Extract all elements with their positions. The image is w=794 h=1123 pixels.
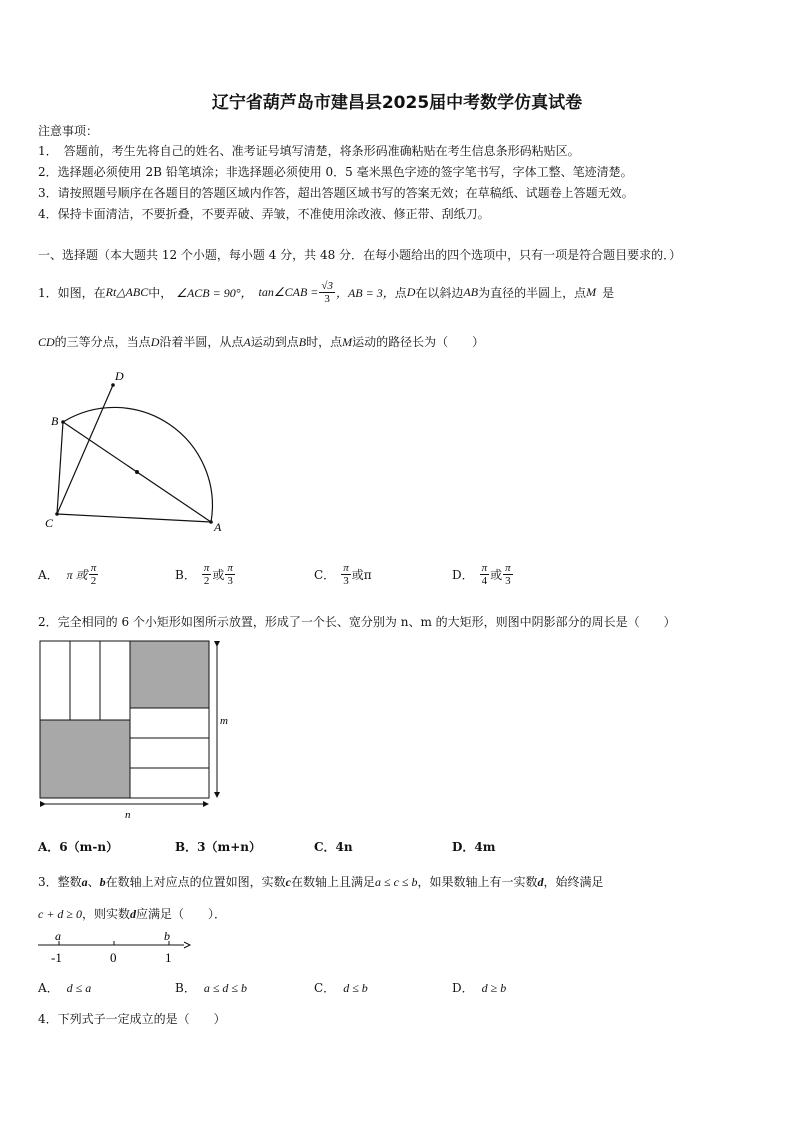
q3-tick-label-1: 1	[165, 950, 172, 965]
q1-option-b-label: B．	[175, 568, 196, 582]
q3-var-d: d	[537, 875, 544, 889]
q3-var-a: a	[81, 875, 88, 889]
q3-axis-label-a: a	[55, 929, 61, 943]
q3-option-c-label: C．	[314, 981, 336, 995]
q1-l2-text: 沿着半圆，从点	[159, 335, 244, 349]
notice-item-2: 2．选择题必须使用 2B 铅笔填涂；非选择题必须使用 0．5 毫米黑色字迹的签字笔书写，字体工整、笔迹清楚。	[38, 165, 633, 179]
q1-center-point	[135, 470, 139, 474]
notice-item-3: 3．请按照题号顺序在各题目的答题区域内作答，超出答题区域书写的答案无效；在草稿纸、试题卷上答题无效。	[38, 186, 634, 200]
q1-text-c: 在以斜边	[415, 286, 464, 300]
notice-item-4: 4．保持卡面清洁，不要折叠，不要弄破、弄皱，不准使用涂改液、修正带、刮纸刀。	[38, 207, 490, 221]
q3-var-b: b	[99, 875, 106, 889]
q1-tan-num: √3	[321, 280, 333, 292]
q1-option-d-frac2	[503, 562, 513, 587]
section-heading: 一、选择题（本大题共 12 个小题，每小题 4 分，共 48 分．在每小题给出的四个选项中，只有一项是符合题目要求的．）	[38, 248, 682, 262]
q1-point-c	[55, 512, 59, 516]
q1-text-e: 是	[602, 286, 615, 300]
q1-option-c-frac	[341, 562, 351, 587]
q3-option-a[interactable]	[38, 979, 91, 996]
q1-semicircle	[63, 407, 212, 522]
q1-option-d-den1: 4	[481, 575, 488, 587]
q3-axis-label-b: b	[164, 929, 170, 943]
q1-option-c-den: 3	[343, 575, 349, 587]
q3-tick-label-0: 0	[110, 950, 117, 965]
q1-point-d	[111, 383, 115, 387]
q1-option-a[interactable]	[38, 562, 99, 587]
q1-option-d[interactable]	[452, 562, 514, 587]
q1-line2	[38, 333, 484, 350]
q1-line1	[38, 280, 614, 305]
q1-text-b: 点	[394, 286, 407, 300]
q1-option-d-label: D．	[452, 568, 474, 582]
q1-label-c: C	[45, 516, 54, 530]
q1-option-d-frac1	[480, 562, 490, 587]
q3-cond: a ≤ c ≤ b	[375, 875, 418, 889]
q1-rt: Rt△ABC	[105, 285, 149, 299]
q1-acb: ∠ACB = 90°，	[176, 286, 253, 300]
page-title: 辽宁省葫芦岛市建昌县2025届中考数学仿真试卷	[211, 93, 583, 113]
q3-option-a-label: A．	[38, 981, 59, 995]
q1-l2-d: D	[150, 335, 160, 349]
q1-option-d-den2: 3	[505, 575, 511, 587]
q2-label-m: m	[220, 715, 228, 727]
q1-option-b-num1: π	[203, 562, 210, 574]
q1-l2-f: 运动到点	[250, 335, 299, 349]
q1-l2-b: 的三等分点，当点	[54, 335, 151, 349]
q2-shaded-top-right	[130, 641, 209, 708]
q1-side-ca	[57, 514, 211, 522]
q3-l1-e: ，始终满足	[543, 875, 604, 889]
q3-l2-cond: c + d ≥ 0	[38, 907, 83, 921]
q3-l2-b: ，则实数	[82, 907, 131, 921]
q3-var-c: c	[285, 875, 291, 889]
q4-text: 4．下列式子一定成立的是（ ）	[38, 1012, 226, 1026]
q2-option-c[interactable]: C．4n	[314, 840, 353, 854]
q3-option-d-expr: d ≥ b	[481, 981, 507, 995]
q1-ab: ，AB = 3，	[335, 286, 395, 300]
q1-option-a-den: 2	[90, 575, 97, 587]
q3-option-b-expr: a ≤ d ≤ b	[203, 981, 247, 995]
q3-option-c-expr: d ≤ b	[343, 981, 368, 995]
q1-label-a: A	[214, 520, 222, 534]
q3-line2	[38, 905, 226, 922]
q3-option-a-expr: d ≤ a	[66, 981, 92, 995]
q1-ab2: AB	[463, 285, 479, 299]
q1-point-b	[61, 420, 65, 424]
q3-option-b-label: B．	[175, 981, 196, 995]
q1-option-d-num2: π	[505, 562, 511, 574]
q1-label-b: B	[51, 414, 59, 428]
q2-shaded-bottom-left	[40, 720, 130, 798]
q1-option-c-mid: 或π	[351, 568, 372, 582]
q1-figure	[30, 365, 240, 535]
q1-option-b-frac2	[225, 562, 235, 587]
q3-l2-c: 应满足（ ）．	[136, 907, 227, 921]
q1-option-a-frac	[89, 562, 99, 587]
notice-heading: 注意事项：	[38, 124, 99, 138]
q3-tick-label-neg1: -1	[51, 950, 62, 965]
q1-l2-j: 运动的路径长为（ ）	[352, 335, 485, 349]
q1-tan-den: 3	[324, 293, 330, 305]
q1-label-d: D	[115, 369, 124, 383]
q1-text-mid: 中，	[148, 286, 173, 300]
q3-option-d[interactable]	[452, 979, 506, 996]
q3-axis-arrow	[184, 942, 190, 948]
q1-cd: CD	[38, 335, 55, 349]
q1-option-b-den1: 2	[203, 575, 210, 587]
q1-text-d: 为直径的半圆上，点	[478, 286, 587, 300]
q1-tan: tan∠CAB =	[258, 285, 319, 299]
q2-figure	[34, 638, 244, 824]
q3-line1	[38, 873, 604, 890]
q1-l2-b-pt: B	[298, 335, 307, 349]
q2-text: 2．完全相同的 6 个小矩形如图所示放置，形成了一个长、宽分别为 n、m 的大矩形，则图中阴影部分的周长是（ ）	[38, 615, 676, 629]
q1-option-a-label: A．	[38, 568, 59, 582]
q1-option-d-num1: π	[481, 562, 488, 574]
q1-option-b-den2: 3	[227, 575, 233, 587]
q1-l2-h: 时，点	[306, 335, 343, 349]
q1-l2-m: M	[342, 335, 353, 349]
q3-sep: 、	[87, 875, 100, 889]
q1-option-b[interactable]	[175, 562, 236, 587]
q1-option-b-frac1	[202, 562, 212, 587]
q2-option-a[interactable]: A．6（m-n）	[38, 840, 119, 854]
q3-l1-a: 3．整数	[38, 875, 82, 889]
q1-text-a: 1．如图，在	[38, 286, 106, 300]
q3-number-line	[34, 928, 194, 968]
q1-option-b-num2: π	[227, 562, 233, 574]
q3-option-d-label: D．	[452, 981, 474, 995]
q1-option-c-label: C．	[314, 568, 336, 582]
q2-label-n: n	[125, 809, 131, 821]
q1-tan-fraction	[319, 280, 335, 305]
q3-l2-var-d: d	[130, 907, 137, 921]
q3-option-b[interactable]	[175, 979, 247, 996]
q1-option-a-pre: π 或	[66, 568, 88, 582]
q1-option-a-num: π	[90, 562, 97, 574]
q3-option-c[interactable]	[314, 979, 368, 996]
q2-option-b[interactable]: B．3（m+n）	[175, 840, 261, 854]
q3-l1-d: ，如果数轴上有一实数	[417, 875, 538, 889]
q1-option-b-mid: 或	[212, 568, 225, 582]
q3-l1-b: 在数轴上对应点的位置如图，实数	[105, 875, 286, 889]
q1-d: D	[406, 285, 416, 299]
q1-l2-a: A	[243, 335, 251, 349]
q1-m: M	[586, 285, 597, 299]
notice-item-1: 1． 答题前，考生先将自己的姓名、准考证号填写清楚，将条形码准确粘贴在考生信息条形码粘贴区。	[38, 144, 580, 158]
q3-l1-c: 在数轴上且满足	[291, 875, 376, 889]
q1-point-a	[209, 520, 213, 524]
q1-option-c-num: π	[343, 562, 349, 574]
q1-option-d-mid: 或	[490, 568, 503, 582]
q1-side-bc	[57, 422, 63, 514]
q2-option-d[interactable]: D．4m	[452, 840, 496, 854]
q1-option-c[interactable]	[314, 562, 372, 587]
